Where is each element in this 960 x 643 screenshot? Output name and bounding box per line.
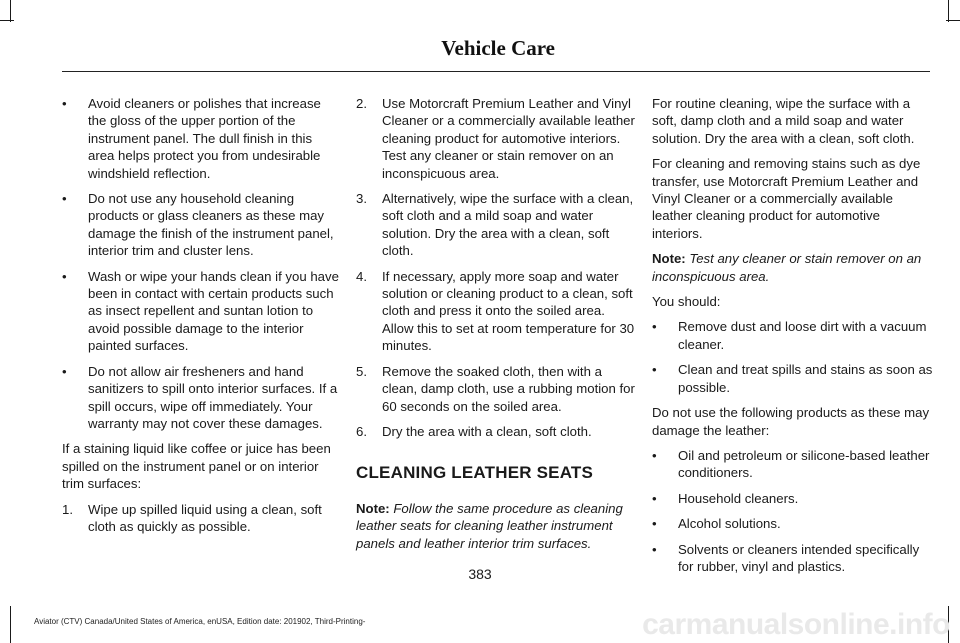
bullet: • xyxy=(652,541,657,557)
paragraph: Do not use the following products as these may damage the leather: xyxy=(652,405,930,438)
column-1 xyxy=(62,95,340,543)
list-item xyxy=(62,268,340,355)
step-item xyxy=(356,423,636,440)
crop-mark xyxy=(948,0,949,22)
step-text: Dry the area with a clean, soft cloth. xyxy=(382,423,592,439)
paragraph: For cleaning and removing stains such as dye transfer, use Motorcraft Premium Leather and Vinyl Cleaner or a commercially available leather cleaning product for automotive interiors. xyxy=(652,156,921,241)
list-item-text: Avoid cleaners or polishes that increase the gloss of the upper portion of the instrument panel. The dull finish in this area helps protect you from undesirable windshield reflection. xyxy=(88,96,321,181)
column-2 xyxy=(356,95,636,560)
bullet: • xyxy=(652,447,657,463)
bullet: • xyxy=(62,191,67,207)
step-text: Wipe up spilled liquid using a clean, soft cloth as quickly as possible. xyxy=(88,501,322,534)
bullet: • xyxy=(652,490,657,506)
bullet: • xyxy=(652,362,657,378)
bullet: • xyxy=(62,96,67,111)
list-item-text: Do not use any household cleaning products or glass cleaners as these may damage the finish of the instrument panel, interior trim and cluster lens. xyxy=(88,191,334,259)
step-number: 1. xyxy=(62,501,73,517)
list-item xyxy=(62,363,340,433)
list-item xyxy=(62,95,340,182)
watermark: carmanualsonline.info xyxy=(642,608,950,641)
list-item xyxy=(652,515,934,532)
step-number: 6. xyxy=(356,423,367,439)
page-number: 383 xyxy=(468,566,492,582)
step-number: 5. xyxy=(356,363,367,379)
list-item-text: Oil and petroleum or silicone-based leather conditioners. xyxy=(678,447,930,481)
note-label: Note: xyxy=(652,251,686,267)
list-item xyxy=(652,490,934,507)
list-item xyxy=(652,318,934,353)
section-heading: CLEANING LEATHER SEATS xyxy=(356,463,594,483)
bullet: • xyxy=(62,363,67,379)
crop-mark xyxy=(10,606,11,643)
note-label: Note: xyxy=(356,500,390,516)
list-item-text: Alcohol solutions. xyxy=(678,516,781,532)
step-text: Alternatively, wipe the surface with a clean, soft cloth and a mild soap and water solution. Dry the area with a clean, soft cloth. xyxy=(382,191,634,259)
step-item xyxy=(356,363,636,415)
list-item xyxy=(62,190,340,260)
step-item xyxy=(356,190,636,260)
crop-mark xyxy=(10,0,11,22)
note-text: Follow the same procedure as cleaning leather seats for cleaning leather instrument panels and leather interior trim surfaces. xyxy=(356,500,623,551)
footer-edition-text: Aviator (CTV) Canada/United States of America, enUSA, Edition date: 201902, Third-Printing- xyxy=(34,617,366,626)
bullet: • xyxy=(62,268,67,284)
list-item-text: Household cleaners. xyxy=(678,490,799,506)
list-item-text: Solvents or cleaners intended specifically for rubber, vinyl and plastics. xyxy=(678,541,920,574)
list-item-text: Do not allow air fresheners and hand sanitizers to spill onto interior surfaces. If a spill occurs, wipe off immediately. Your warranty may not cover these damages. xyxy=(88,363,338,431)
step-item xyxy=(356,95,636,182)
list-item xyxy=(652,361,934,396)
paragraph: For routine cleaning, wipe the surface with a soft, damp cloth and a mild soap and water solution. Dry the area with a clean, soft cloth. xyxy=(652,96,915,146)
step-number: 2. xyxy=(356,96,367,111)
step-text: Use Motorcraft Premium Leather and Vinyl Cleaner or a commercially available leather cleaning product for automotive interiors. Test any cleaner or stain remover on an inconspicuous area. xyxy=(382,96,635,181)
note xyxy=(356,500,636,552)
bullet: • xyxy=(652,516,657,532)
step-item xyxy=(62,501,340,536)
note-text: Test any cleaner or stain remover on an inconspicuous area. xyxy=(652,251,922,284)
header-divider xyxy=(62,71,930,72)
paragraph: You should: xyxy=(652,294,721,310)
step-number: 4. xyxy=(356,268,367,284)
step-text: If necessary, apply more soap and water solution or cleaning product to a clean, soft cloth and press it onto the soiled area. Allow this to set at room temperature for 30 minutes. xyxy=(382,268,635,354)
crop-mark xyxy=(0,20,14,21)
list-item-text: Clean and treat spills and stains as soon as possible. xyxy=(678,362,933,395)
list-item-text: Remove dust and loose dirt with a vacuum cleaner. xyxy=(678,319,927,352)
paragraph: If a staining liquid like coffee or juice has been spilled on the instrument panel or on interior trim surfaces: xyxy=(62,441,331,492)
step-item xyxy=(356,268,636,355)
list-item xyxy=(652,447,934,482)
list-item-text: Wash or wipe your hands clean if you have been in contact with certain products such as insect repellent and suntan lotion to avoid possible damage to the interior painted surfaces. xyxy=(88,268,339,354)
column-3 xyxy=(652,95,934,583)
page-header-title: Vehicle Care xyxy=(441,36,555,60)
note xyxy=(652,250,934,285)
crop-mark xyxy=(946,20,960,21)
bullet: • xyxy=(652,319,657,335)
step-number: 3. xyxy=(356,191,367,207)
step-text: Remove the soaked cloth, then with a clean, damp cloth, use a rubbing motion for 60 seconds on the soiled area. xyxy=(382,363,635,414)
